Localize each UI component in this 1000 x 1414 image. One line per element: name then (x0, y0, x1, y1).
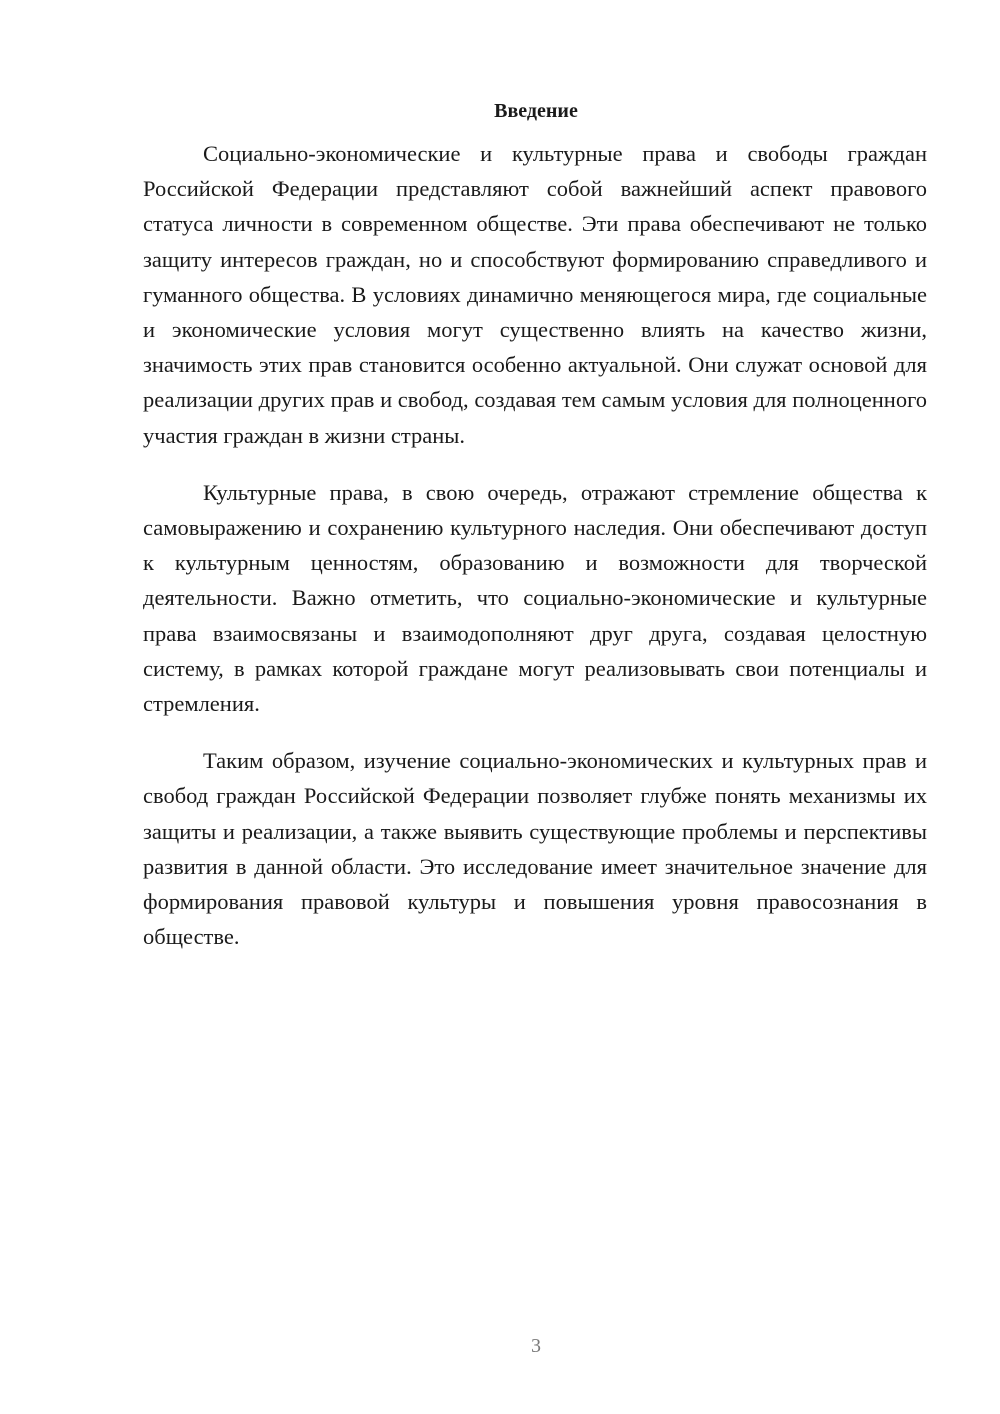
paragraph-1: Социально-экономические и культурные права и свободы граждан Российской Федерации представляют собой важнейший аспект правового статуса личности в современном обществе. Эти права обеспечивают не только защиту интересов граждан, но и способствуют формированию справедливого и гуманного общества. В условиях динамично меняющегося мира, где социальные и экономические условия могут существенно влиять на качество жизни, значимость этих прав становится особенно актуальной. Они служат основой для реализации других прав и свобод, создавая тем самым условия для полноценного участия граждан в жизни страны. (143, 141, 927, 448)
section-title: Введение (494, 100, 578, 122)
page-content (143, 96, 927, 976)
paragraph-3: Таким образом, изучение социально-экономических и культурных прав и свобод граждан Российской Федерации позволяет глубже понять механизмы их защиты и реализации, а также выявить существующие проблемы и перспективы развития в данной области. Это исследование имеет значительное значение для формирования правовой культуры и повышения уровня правосознания в обществе. (143, 748, 927, 950)
page-number: 3 (531, 1335, 541, 1357)
paragraph-2: Культурные права, в свою очередь, отражают стремление общества к самовыражению и сохранению культурного наследия. Они обеспечивают доступ к культурным ценностям, образованию и возможности для творческой деятельности. Важно отметить, что социально-экономические и культурные права взаимосвязаны и взаимодополняют друг друга, создавая целостную систему, в рамках которой граждане могут реализовывать свои потенциалы и стремления. (143, 479, 927, 717)
